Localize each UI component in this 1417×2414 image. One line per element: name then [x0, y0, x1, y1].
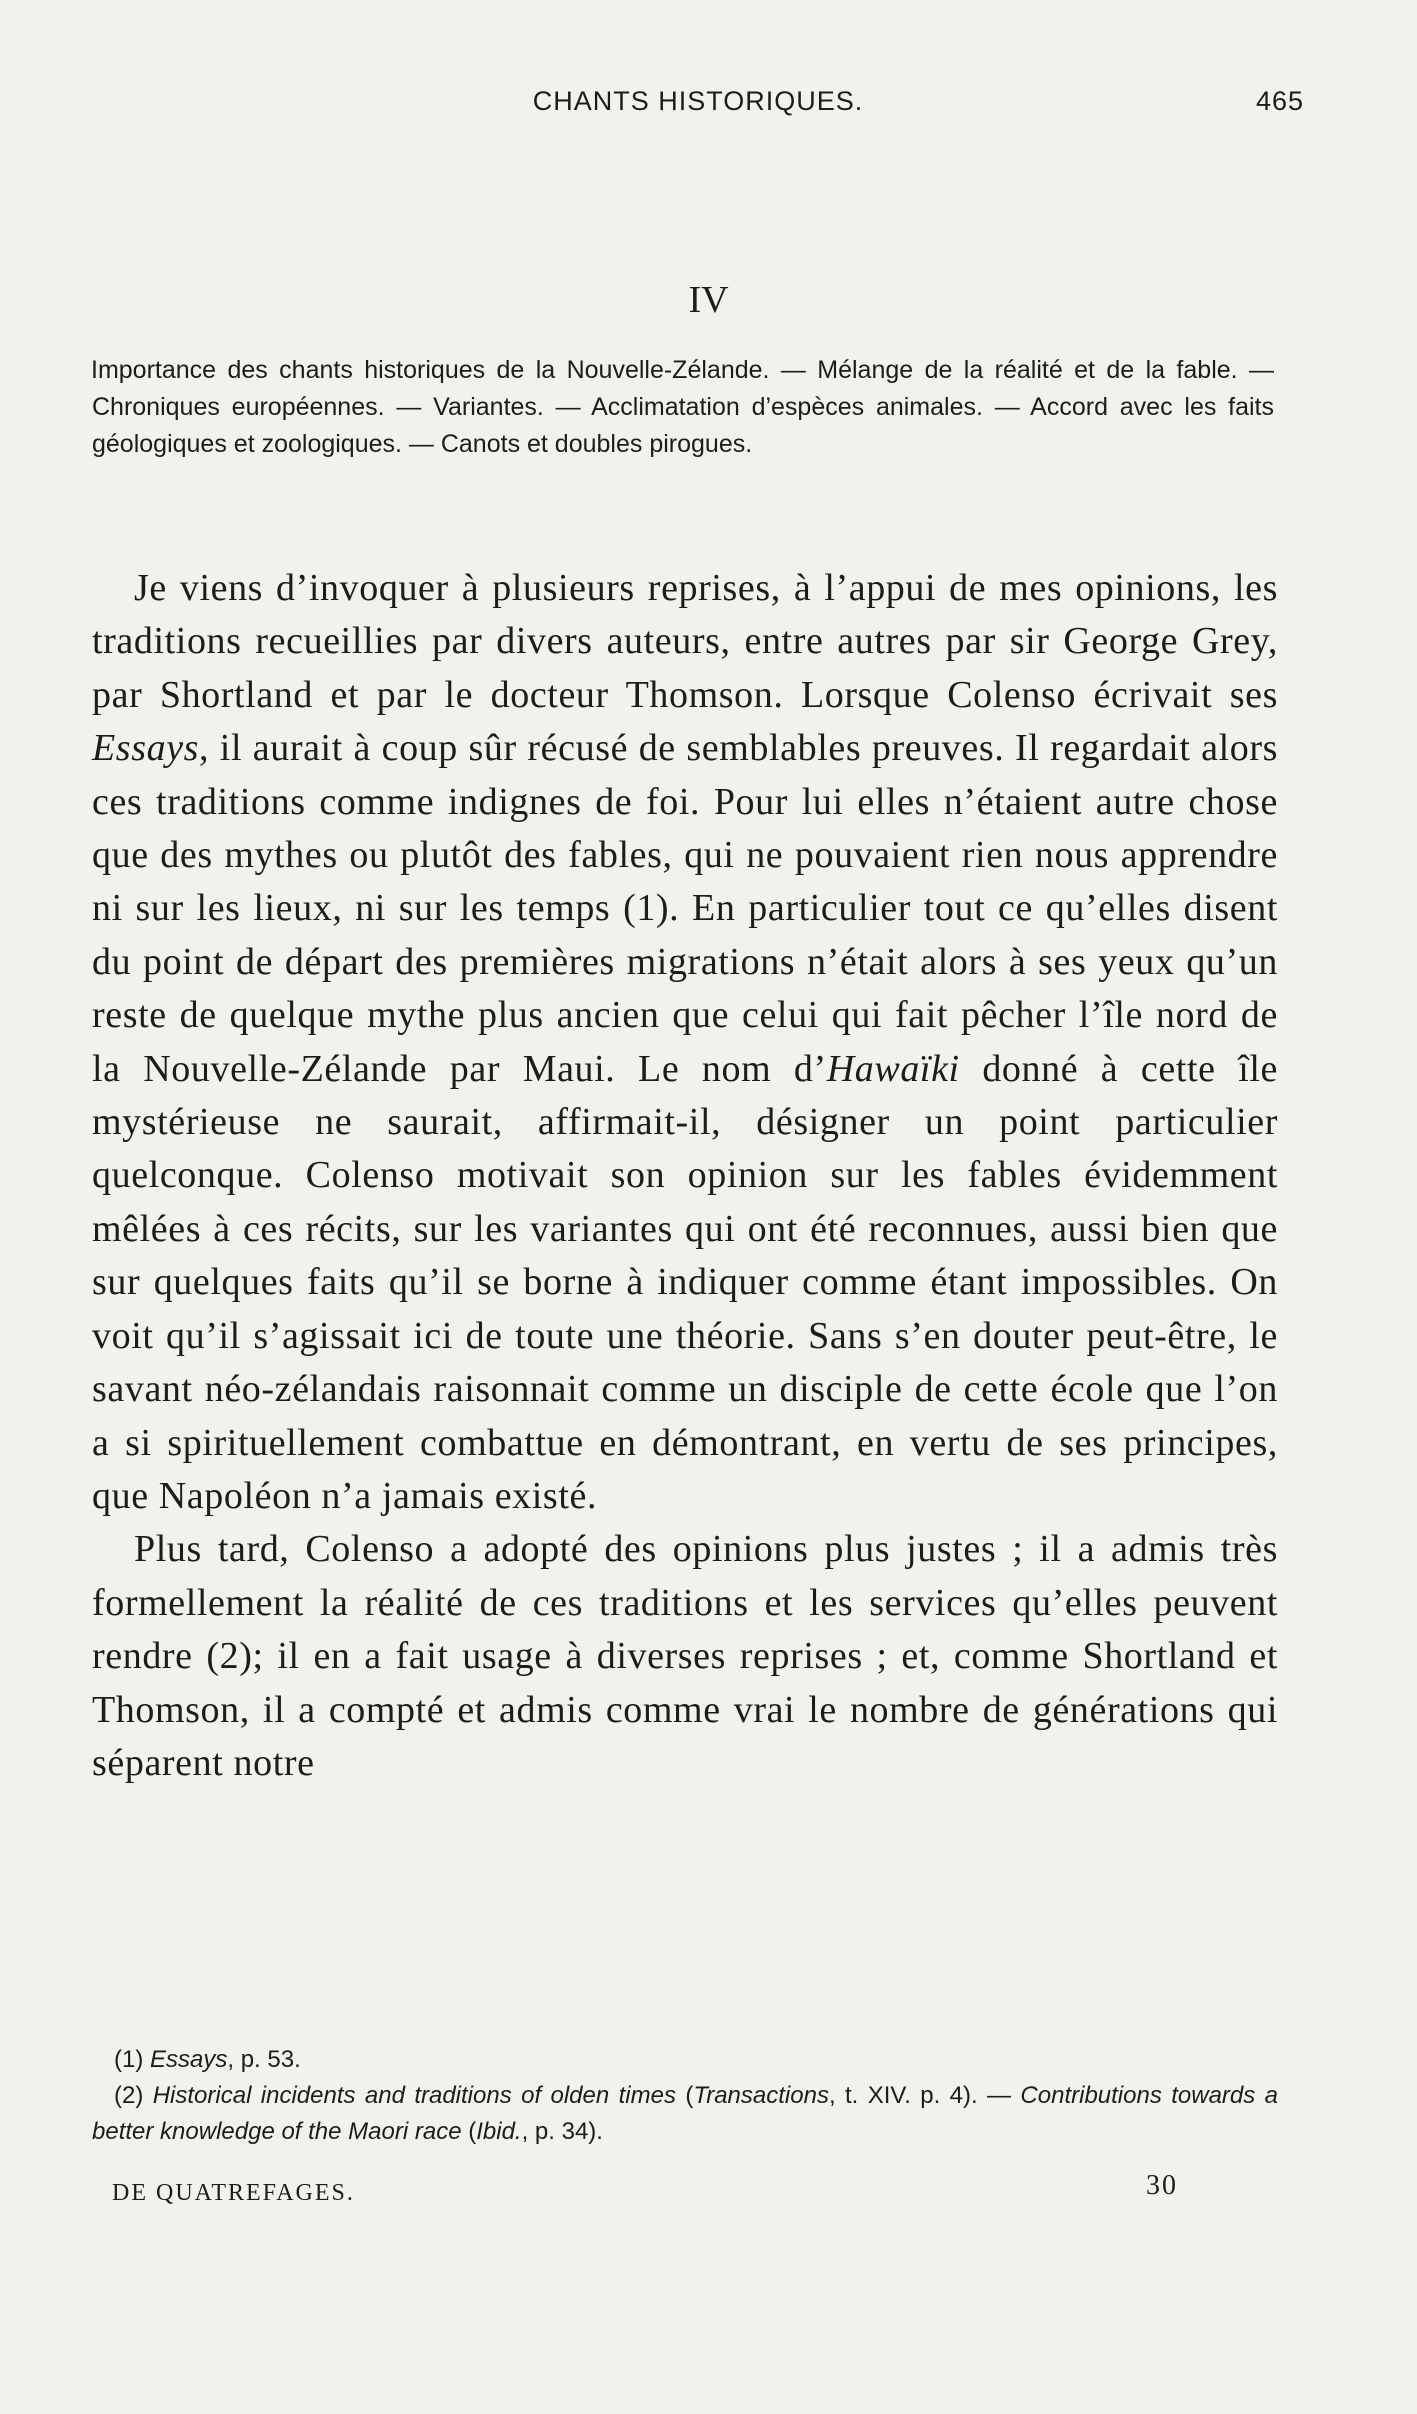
- paragraph-2: Plus tard, Colenso a adopté des opinions plus justes ; il a admis très formellement la réalité de ces traditions et les services qu’elles peuvent rendre (2); il en a fait usage à diverses reprises ; et, comme Shortland et Thomson, il a compté et admis comme vrai le nombre de générations qui séparent notre: [92, 1528, 1278, 1784]
- footnotes: [92, 2042, 1278, 2150]
- body-text: [92, 562, 1278, 1790]
- paragraph-1: [92, 562, 1278, 1523]
- paragraph-1-part-1: Je viens d’invoquer à plusieurs reprises, à l’appui de mes opinions, les traditions recueillies par divers auteurs, entre autres par sir George Grey, par Shortland et par le docteur Thomson. Lorsque Colenso écrivait ses: [92, 567, 1278, 716]
- section-summary: Importance des chants historiques de la Nouvelle-Zélande. — Mélange de la réalité et de la fable. — Chroniques européennes. — Variantes. — Acclimatation d’espèces animales. — Accord avec les faits géologiques et zoologiques. — Canots et doubles pirogues.: [91, 356, 1274, 458]
- footnote-1: [92, 2042, 1278, 2078]
- page-number: 465: [1255, 86, 1304, 116]
- running-head: [92, 86, 1304, 126]
- footnote-2-marker: (2): [114, 2082, 153, 2109]
- signature-author: DE QUATREFAGES.: [112, 2180, 355, 2206]
- footnote-1-rest: , p. 53.: [227, 2046, 301, 2073]
- running-title: CHANTS HISTORIQUES.: [532, 86, 864, 116]
- signature-sheet-number: 30: [1146, 2170, 1178, 2201]
- footnote-2-title-1: Historical incidents and traditions of olden times: [152, 2082, 676, 2109]
- footnote-1-title: Essays: [150, 2046, 228, 2073]
- footnote-2-sep-1: (: [675, 2082, 694, 2109]
- essays-title: Essays: [92, 727, 200, 770]
- footnote-2-rest: , p. 34).: [521, 2118, 603, 2145]
- hawaiki-term: Hawaïki: [826, 1047, 960, 1090]
- footnote-1-marker: (1): [114, 2046, 150, 2073]
- paragraph-1-part-2: , il aurait à coup sûr récusé de semblables preuves. Il regardait alors ces traditions comme indignes de foi. Pour lui elles n’étaient autre chose que des mythes ou plutôt des fables, qui ne pouvaient rien nous apprendre ni sur les lieux, ni sur les temps (1). En particulier tout ce qu’elles disent du point de départ des premières migrations n’était alors à ses yeux qu’un reste de quelque mythe plus ancien que celui qui fait pêcher l’île nord de la Nouvelle-Zélande par Maui. Le nom d’: [92, 727, 1278, 1090]
- footnote-2-title-2: Transactions: [693, 2082, 829, 2109]
- footnote-2-title-4: Ibid.: [476, 2118, 522, 2145]
- footnote-2: [92, 2078, 1278, 2150]
- paragraph-1-part-3: donné à cette île mystérieuse ne saurait, affirmait-il, désigner un point particulier quelconque. Colenso motivait son opinion sur les fables évidemment mêlées à ces récits, sur les variantes qui ont été reconnues, aussi bien que sur quelques faits qu’il se borne à indiquer comme étant impossibles. On voit qu’il s’agissait ici de toute une théorie. Sans s’en douter peut-être, le savant néo-zélandais raisonnait comme un disciple de cette école que l’on a si spirituellement combattue en démontrant, en vertu de ses principes, que Napoléon n’a jamais existé.: [92, 1047, 1278, 1517]
- section-number: IV: [688, 279, 729, 321]
- footnote-2-title-3: Contributions towards a better knowledge of the Maori race: [92, 2082, 1278, 2145]
- footnote-2-sep-2: , t. XIV. p. 4). —: [828, 2082, 1021, 2109]
- printer-signature: [112, 2170, 1178, 2214]
- footnote-2-sep-3: (: [461, 2118, 477, 2145]
